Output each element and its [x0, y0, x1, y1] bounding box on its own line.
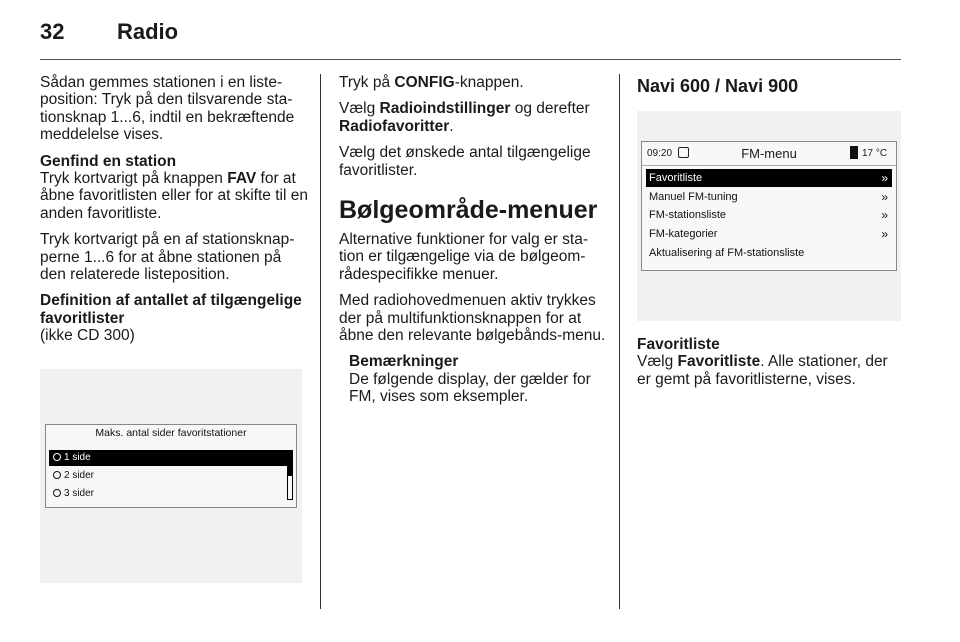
- clock-time: 09:20: [647, 148, 673, 159]
- option-label: 3 sider: [64, 488, 95, 499]
- text: Tryk kortvarigt på knappen: [40, 170, 228, 188]
- paragraph: (ikke CD 300): [40, 327, 135, 345]
- paragraph: Sådan gemmes stationen i en liste-position: Tryk på den tilsvarende sta-tionsknap 1...6, indtil en bekræftende meddelelse vises.: [40, 74, 295, 144]
- display-frame: [641, 141, 897, 271]
- subheading-favoritliste: Favoritliste: [637, 336, 720, 353]
- text: og derefter: [510, 100, 590, 118]
- column-1: [40, 74, 308, 354]
- menu-label: Aktualisering af FM-stationsliste: [649, 247, 805, 259]
- scrollbar[interactable]: [287, 450, 293, 500]
- config-keyword: CONFIG: [394, 74, 455, 91]
- menu-label: FM-kategorier: [649, 228, 718, 240]
- paragraph: Tryk kortvarigt på en af stationsknap-perne 1...6 for at åbne stationen på den relaterede listeposition.: [40, 231, 295, 284]
- paragraph: [637, 353, 901, 388]
- text: . Alle stationer, der er gemt på favoritlisterne, vises.: [637, 353, 888, 388]
- display-title: Maks. antal sider favoritstationer: [95, 427, 247, 439]
- text: -knappen.: [454, 74, 524, 91]
- option-label: 2 sider: [64, 470, 95, 481]
- text: .: [449, 117, 454, 135]
- menu-item-fm-stationsliste[interactable]: [646, 206, 892, 224]
- radio-icon: [53, 471, 61, 479]
- chevron-right-icon: »: [881, 171, 888, 185]
- temperature: 17 °C: [862, 148, 888, 159]
- paragraph: [339, 74, 607, 91]
- chevron-right-icon: »: [881, 227, 888, 241]
- menu-item-aktualisering[interactable]: [646, 244, 892, 262]
- radiofavoritter-keyword: Radiofavoritter: [339, 117, 450, 135]
- radio-icon: [53, 489, 61, 497]
- note-text: De følgende display, der gælder for FM, vises som eksempler.: [349, 370, 591, 406]
- chevron-right-icon: »: [881, 190, 888, 204]
- favoritliste-keyword: Favoritliste: [677, 353, 761, 371]
- subheading-definition: Definition af antallet af tilgængelige favoritlister: [40, 292, 302, 327]
- column-3: [637, 74, 901, 96]
- note-heading: Bemærkninger: [349, 353, 459, 371]
- paragraph: Med radiohovedmenuen aktiv trykkes der på multifunktionsknappen for at åbne den relevante bølgebånds-menu.: [339, 292, 606, 345]
- menu-label: Manuel FM-tuning: [649, 191, 738, 203]
- menu-item-favoritliste[interactable]: [646, 169, 892, 187]
- chevron-right-icon: »: [881, 208, 888, 222]
- paragraph: [40, 170, 308, 222]
- column-3-lower: [637, 336, 901, 397]
- note-block: [339, 353, 607, 405]
- option-3-sider[interactable]: [49, 486, 287, 502]
- subheading-find-station: Genfind en station: [40, 152, 177, 170]
- menu-label: FM-stationsliste: [649, 209, 727, 221]
- column-divider: [619, 74, 620, 609]
- phone-icon: [850, 146, 858, 159]
- paragraph: [339, 100, 607, 135]
- menu-item-manuel-fm-tuning[interactable]: [646, 188, 892, 206]
- section-heading: Navi 600 / Navi 900: [637, 76, 799, 96]
- text: Tryk på: [339, 74, 395, 91]
- menu-item-fm-kategorier[interactable]: [646, 225, 892, 243]
- radio-icon: [53, 453, 61, 461]
- option-1-side[interactable]: [49, 450, 287, 466]
- paragraph: Alternative funktioner for valg er sta-tion er tilgængelige via de bølgeom-rådespecifikke menuer.: [339, 231, 588, 283]
- section-heading: Bølgeområde-menuer: [339, 196, 598, 225]
- option-2-sider[interactable]: [49, 468, 287, 484]
- text: Vælg: [339, 100, 380, 118]
- header-divider: [40, 59, 901, 60]
- column-2: [339, 74, 607, 415]
- column-divider: [320, 74, 321, 609]
- screen-fm-menu: [637, 111, 901, 321]
- text: for at åbne favoritlisten eller for at skifte til en anden favoritliste.: [40, 170, 308, 222]
- menu-label: Favoritliste: [649, 172, 703, 184]
- screen-favorites-pages: [40, 369, 302, 583]
- display-divider: [642, 165, 896, 166]
- display-frame: [45, 424, 297, 508]
- fav-keyword: FAV: [227, 170, 257, 188]
- page-section-title: Radio: [117, 19, 179, 44]
- page-number: 32: [40, 19, 65, 44]
- paragraph: Vælg det ønskede antal tilgængelige favoritlister.: [339, 144, 591, 179]
- option-label: 1 side: [64, 452, 91, 463]
- radioindstillinger-keyword: Radioindstillinger: [379, 100, 511, 118]
- display-title: FM-menu: [741, 146, 797, 161]
- text: Vælg: [637, 353, 678, 371]
- scrollbar-thumb[interactable]: [288, 451, 292, 476]
